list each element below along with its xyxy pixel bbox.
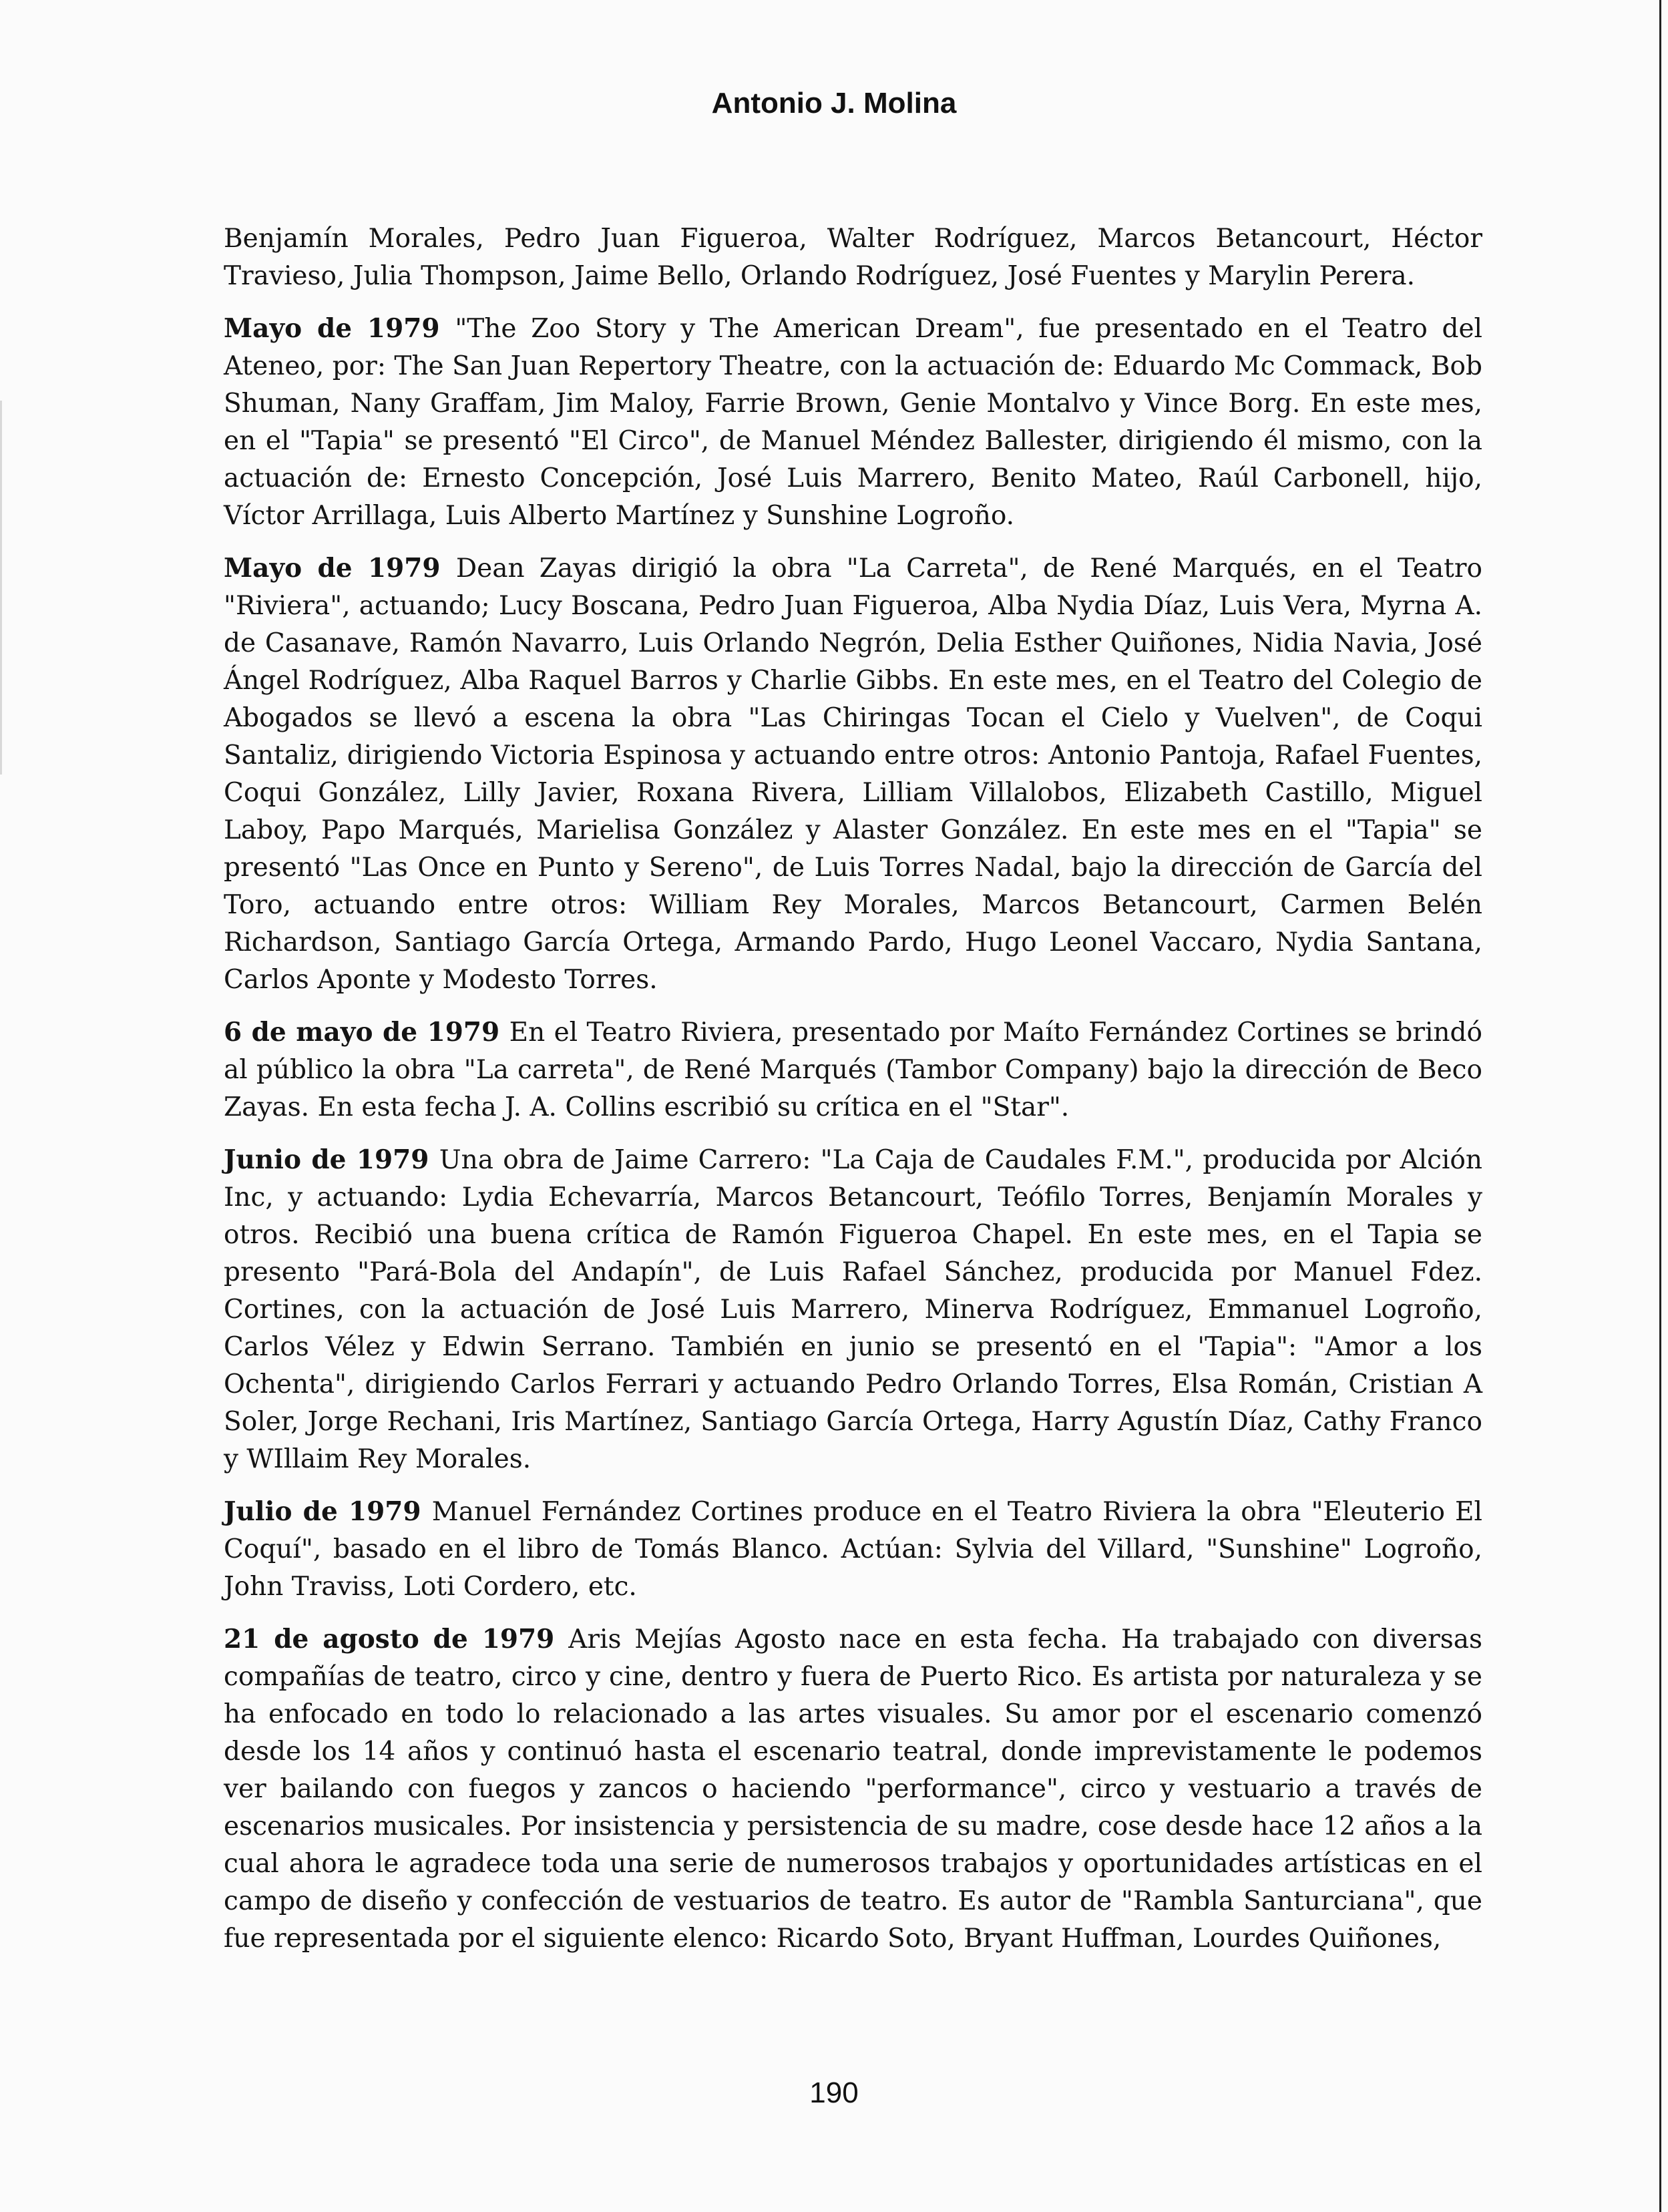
- paragraph-text: Manuel Fernández Cortines produce en el Teatro Riviera la obra "Eleuterio El Coquí", basado en el libro de Tomás Blanco. Actúan: Sylvia del Villard, "Sunshine" Logroño, John Traviss, Loti Cordero, etc.: [224, 1497, 1482, 1602]
- paragraph-text: En el Teatro Riviera, presentado por Maíto Fernández Cortines se brindó al público la obra "La carreta", de René Marqués (Tambor Company) bajo la dirección de Beco Zayas. En esta fecha J. A. Collins escribió su crítica en el "Star".: [224, 1018, 1482, 1122]
- paragraph: [224, 220, 1482, 295]
- page-number: 190: [809, 2076, 859, 2109]
- paragraph-text: Una obra de Jaime Carrero: "La Caja de Caudales F.M.", producida por Alción Inc, y actuando: Lydia Echevarría, Marcos Betancourt, Teófilo Torres, Benjamín Morales y otros. Recibió una buena crítica de Ramón Figueroa Chapel. En este mes, en el Tapia se presento "Pará-Bola del Andapín", de Luis Rafael Sánchez, producida por Manuel Fdez. Cortines, con la actuación de José Luis Marrero, Minerva Rodríguez, Emmanuel Logroño, Carlos Vélez y Edwin Serrano. También en junio se presentó en el 'Tapia": "Amor a los Ochenta", dirigiendo Carlos Ferrari y actuando Pedro Orlando Torres, Elsa Román, Cristian A Soler, Jorge Rechani, Iris Martínez, Santiago García Ortega, Harry Agustín Díaz, Cathy Franco y WIllaim Rey Morales.: [224, 1145, 1483, 1474]
- paragraph-text: "The Zoo Story y The American Dream", fue presentado en el Teatro del Ateneo, por: The San Juan Repertory Theatre, con la actuación de: Eduardo Mc Commack, Bob Shuman, Nany Graffam, Jim Maloy, Farrie Brown, Genie Montalvo y Vince Borg. En este mes, en el "Tapia" se presentó "El Circo", de Manuel Méndez Ballester, dirigiendo él mismo, con la actuación de: Ernesto Concepción, José Luis Marrero, Benito Mateo, Raúl Carbonell, hijo, Víctor Arrillaga, Luis Alberto Martínez y Sunshine Logroño.: [224, 314, 1483, 531]
- scan-edge-left: [0, 401, 2, 775]
- paragraph: [224, 1141, 1482, 1478]
- entry-date: Mayo de 1979: [224, 553, 456, 584]
- running-header: Antonio J. Molina: [711, 87, 957, 120]
- paragraph: [224, 549, 1482, 999]
- paragraph: [224, 310, 1482, 535]
- paragraph: [224, 1493, 1482, 1606]
- paragraph-text: Dean Zayas dirigió la obra "La Carreta", de René Marqués, en el Teatro "Riviera", actuando; Lucy Boscana, Pedro Juan Figueroa, Alba Nydia Díaz, Luis Vera, Myrna A. de Casanave, Ramón Navarro, Luis Orlando Negrón, Delia Esther Quiñones, Nidia Navia, José Ángel Rodríguez, Alba Raquel Barros y Charlie Gibbs. En este mes, en el Teatro del Colegio de Abogados se llevó a escena la obra "Las Chiringas Tocan el Cielo y Vuelven", de Coqui Santaliz, dirigiendo Victoria Espinosa y actuando entre otros: Antonio Pantoja, Rafael Fuentes, Coqui González, Lilly Javier, Roxana Rivera, Lilliam Villalobos, Elizabeth Castillo, Miguel Laboy, Papo Marqués, Marielisa González y Alaster González. En este mes en el "Tapia" se presentó "Las Once en Punto y Sereno", de Luis Torres Nadal, bajo la dirección de García del Toro, actuando entre otros: William Rey Morales, Marcos Betancourt, Carmen Belén Richardson, Santiago García Ortega, Armando Pardo, Hugo Leonel Vaccaro, Nydia Santana, Carlos Aponte y Modesto Torres.: [224, 554, 1482, 995]
- paragraph: [224, 1014, 1482, 1126]
- entry-date: 6 de mayo de 1979: [224, 1017, 509, 1048]
- scan-edge-right: [1659, 0, 1661, 2212]
- paragraph: [224, 1620, 1482, 1958]
- entry-date: 21 de agosto de 1979: [224, 1624, 569, 1654]
- paragraph-text: Aris Mejías Agosto nace en esta fecha. Ha trabajado con diversas compañías de teatro, circo y cine, dentro y fuera de Puerto Rico. Es artista por naturaleza y se ha enfocado en todo lo relacionado a las artes visuales. Su amor por el escenario comenzó desde los 14 años y continuó hasta el escenario teatral, donde imprevistamente le podemos ver bailando con fuegos y zancos o haciendo "performance", circo y vestuario a través de escenarios musicales. Por insistencia y persistencia de su madre, cose desde hace 12 años a la cual ahora le agradece toda una serie de numerosos trabajos y oportunidades artísticas en el campo de diseño y confección de vestuarios de teatro. Es autor de "Rambla Santurciana", que fue representada por el siguiente elenco: Ricardo Soto, Bryant Huffman, Lourdes Quiñones,: [224, 1624, 1482, 1954]
- entry-date: Julio de 1979: [224, 1496, 432, 1527]
- paragraph-text: Benjamín Morales, Pedro Juan Figueroa, Walter Rodríguez, Marcos Betancourt, Héctor Travieso, Julia Thompson, Jaime Bello, Orlando Rodríguez, José Fuentes y Marylin Perera.: [224, 224, 1482, 291]
- entry-date: Junio de 1979: [224, 1144, 439, 1175]
- entry-date: Mayo de 1979: [224, 313, 455, 344]
- body-text: [224, 220, 1482, 1972]
